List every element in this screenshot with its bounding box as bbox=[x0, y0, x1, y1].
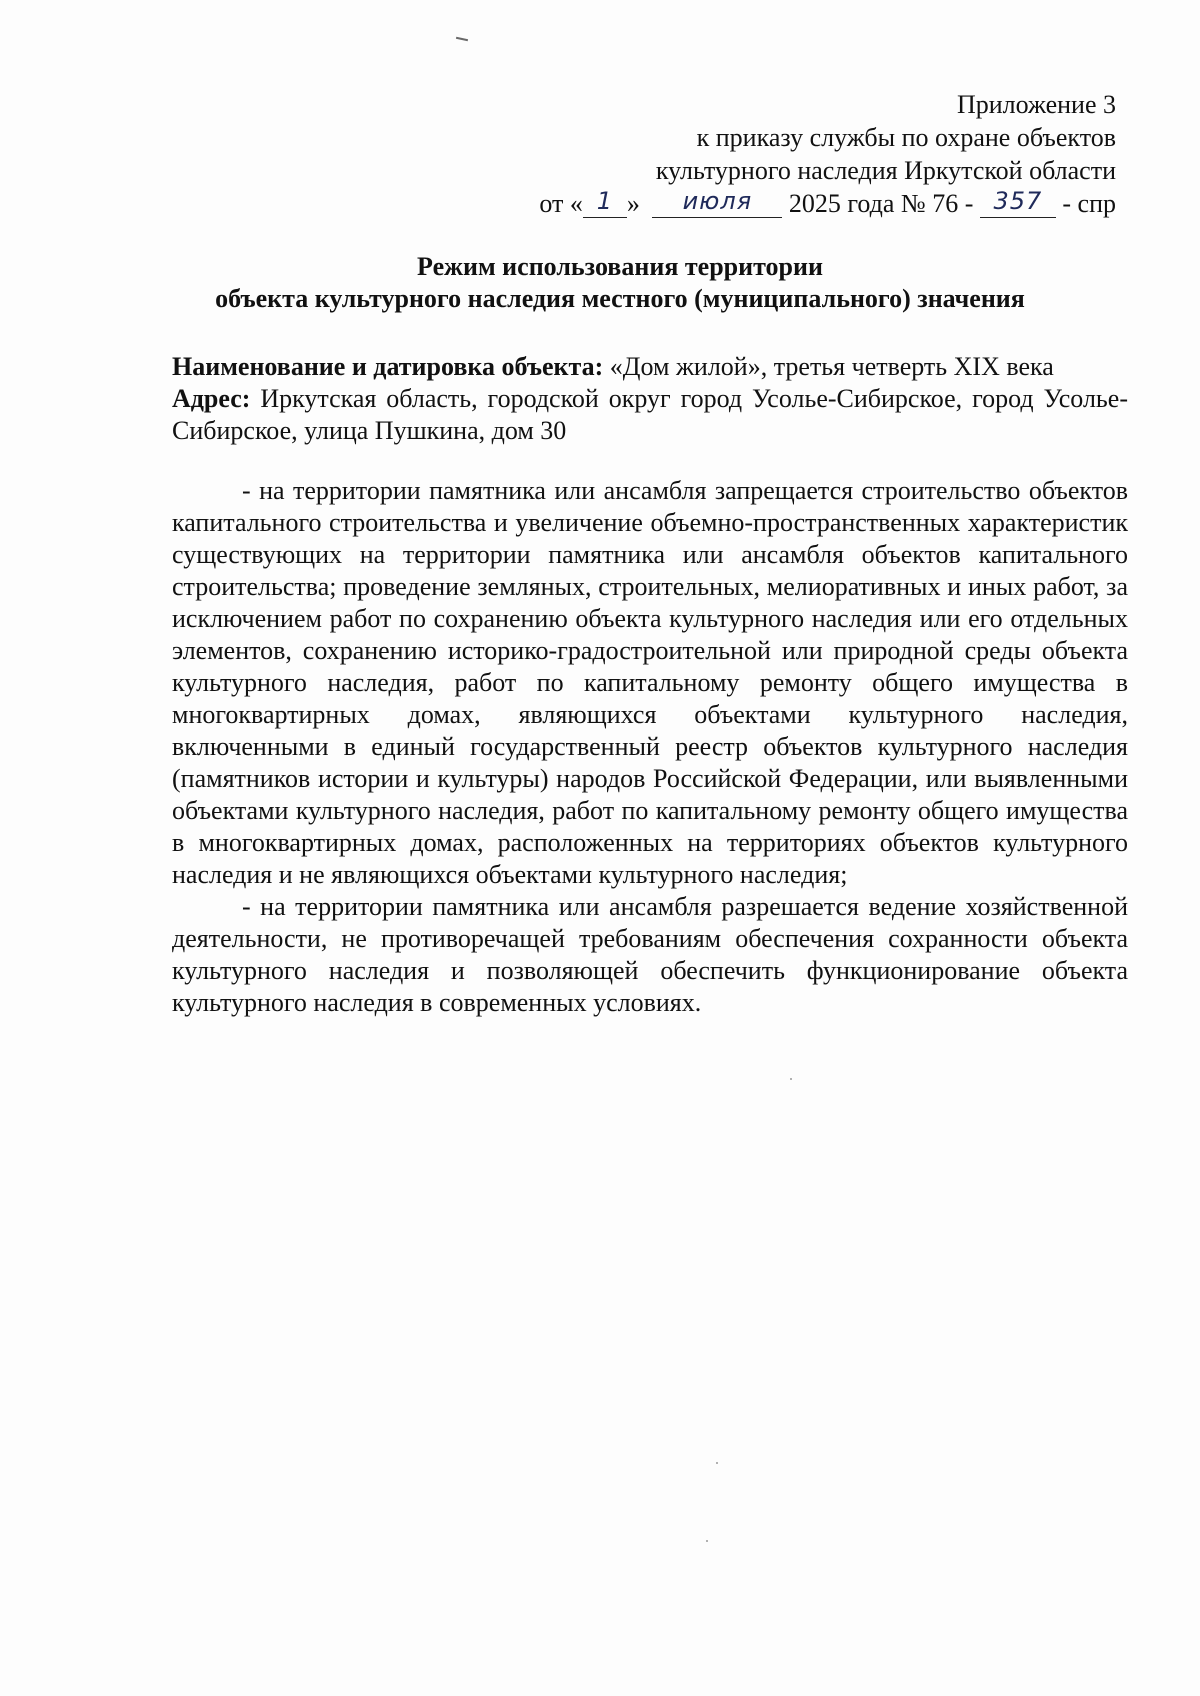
scan-artifact bbox=[456, 37, 468, 41]
object-name-value: «Дом жилой», третья четверть XIX века bbox=[603, 352, 1054, 381]
spacer bbox=[172, 447, 1128, 475]
date-prefix: от « bbox=[539, 189, 583, 218]
title-line-2: объекта культурного наследия местного (муниципального) значения bbox=[215, 284, 1025, 313]
date-day-field bbox=[583, 187, 627, 218]
appendix-header bbox=[539, 88, 1116, 220]
appendix-authority: культурного наследия Иркутской области bbox=[655, 156, 1116, 185]
order-number-field bbox=[980, 187, 1056, 218]
object-address-line bbox=[172, 383, 1128, 447]
object-address-value: Иркутская область, городской округ город Усолье-Сибирское, город Усолье-Сибирское, улица Пушкина, дом 30 bbox=[172, 384, 1128, 445]
scan-artifact bbox=[706, 1540, 708, 1542]
appendix-order-ref: к приказу службы по охране объектов bbox=[696, 123, 1116, 152]
scan-artifact bbox=[790, 1078, 792, 1080]
title-line-1: Режим использования территории bbox=[417, 252, 823, 281]
document-body bbox=[172, 351, 1128, 1019]
date-month-handwritten: июля bbox=[682, 187, 753, 215]
object-name-line bbox=[172, 351, 1128, 383]
object-name-label: Наименование и датировка объекта: bbox=[172, 352, 604, 381]
order-suffix: - спр bbox=[1062, 189, 1116, 218]
date-mid: » bbox=[626, 189, 640, 218]
order-date-line bbox=[539, 187, 1116, 220]
rule-paragraph-prohibited: - на территории памятника или ансамбля запрещается строительство объектов капитального строительства и увеличение объемно-пространственных характеристик существующих на территории памятника или ансамбля объектов капитального строительства; проведение земляных, строительных, мелиоративных и иных работ, за исключением работ по сохранению объекта культурного наследия или его отдельных элементов, сохранению историко-градостроительной или природной среды объекта культурного наследия, работ по капитальному ремонту общего имущества в многоквартирных домах, являющихся объектами культурного наследия, включенными в единый государственный реестр объектов культурного наследия (памятников истории и культуры) народов Российской Федерации, или выявленными объектами культурного наследия, работ по капитальному ремонту общего имущества в многоквартирных домах, расположенных на территориях объектов культурного наследия и не являющихся объектами культурного наследия; bbox=[172, 476, 1128, 889]
appendix-number: Приложение 3 bbox=[956, 90, 1116, 119]
order-number-handwritten: 357 bbox=[993, 187, 1043, 215]
document-title bbox=[140, 251, 1100, 315]
date-month-field bbox=[652, 187, 782, 218]
scan-artifact bbox=[716, 1462, 718, 1464]
object-address-label: Адрес: bbox=[172, 384, 251, 413]
date-day-handwritten: 1 bbox=[596, 187, 613, 215]
rule-paragraph-permitted: - на территории памятника или ансамбля разрешается ведение хозяйственной деятельности, не противоречащей требованиям обеспечения сохранности объекта культурного наследия и позволяющей обеспечить функционирование объекта культурного наследия в современных условиях. bbox=[172, 892, 1128, 1017]
date-year-text: 2025 года № 76 - bbox=[788, 189, 974, 218]
